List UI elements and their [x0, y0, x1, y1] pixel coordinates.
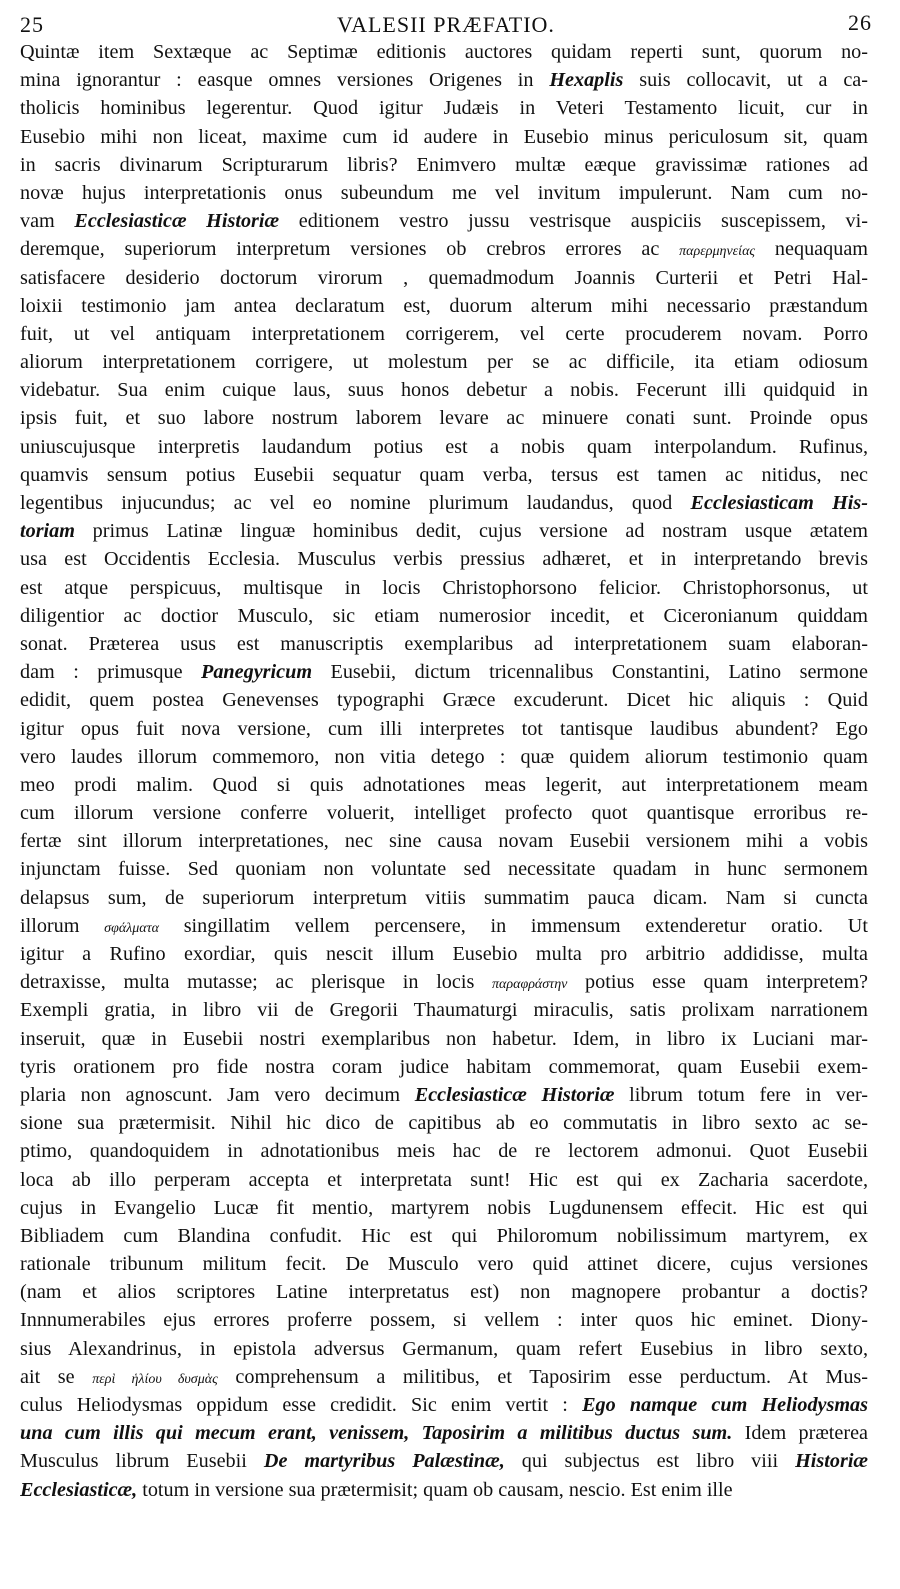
text-segment: ait se [20, 1365, 93, 1388]
text-segment: sius Alexandrinus, in epistola adversus Germanum, quam refert Eusebius in libro sexto, [20, 1337, 868, 1360]
greek-text: παρερμηνείας [679, 244, 756, 260]
text-line [20, 517, 868, 545]
text-line [20, 658, 868, 686]
text-line [20, 1391, 868, 1419]
text-line [20, 433, 868, 461]
text-segment: in sacris divinarum Scripturarum libris? Enimvero multæ eæque gravissimæ rationes ad [20, 153, 868, 176]
text-line [20, 264, 868, 292]
italic-text: una cum illis qui mecum erant, venissem, Taposirim a militibus ductus sum. [20, 1422, 733, 1445]
text-segment: deremque, superiorum interpretum versiones ob crebros errores ac [20, 238, 680, 261]
text-segment: Exempli gratia, in libro vii de Gregorii Thaumaturgi miraculis, satis prolixam narrationem [20, 999, 868, 1022]
text-segment: vero laudes illorum commemoro, non vitia detego : quæ quidem aliorum testimonio quam [20, 745, 868, 768]
text-line [20, 1025, 868, 1053]
text-segment: Idem præterea [732, 1422, 868, 1445]
text-segment: suis collocavit, ut a ca- [623, 69, 868, 92]
text-segment: Innnumerabiles ejus errores proferre possem, si vellem : inter quos hic eminet. Diony- [20, 1309, 868, 1332]
text-line [20, 855, 868, 883]
text-line [20, 996, 868, 1024]
text-segment: novæ hujus interpretationis onus subeundum me vel invitum impulerunt. Nam cum no- [20, 181, 868, 204]
italic-text: Ecclesiasticæ Historiæ [414, 1083, 615, 1106]
text-line [20, 235, 868, 263]
text-line [20, 1419, 868, 1447]
italic-text: toriam [20, 520, 75, 543]
text-segment: delapsus sum, de superiorum interpretum vitiis summatim pauca dicam. Nam si cuncta [20, 886, 868, 909]
text-line [20, 404, 868, 432]
text-segment: loixii testimonio jam antea declaratum est, duorum alterum mihi necessario præstandum [20, 294, 868, 317]
text-line [20, 1081, 868, 1109]
running-title: VALESII PRÆFATIO. [337, 12, 555, 37]
text-segment: culus Heliodysmas oppidum esse credidit. Sic enim vertit : [20, 1394, 583, 1416]
text-line [20, 1250, 868, 1278]
text-line [20, 1335, 868, 1363]
text-segment: librum totum fere in ver- [614, 1083, 868, 1106]
text-segment: igitur a Rufino exordiar, quis nescit illum Eusebio multa pro arbitrio addidisse, multa [20, 943, 868, 965]
page-number-left: 25 [20, 12, 44, 37]
text-line [20, 376, 868, 404]
text-line [20, 743, 868, 771]
text-segment: Eusebio mihi non liceat, maxime cum id audere in Eusebio minus periculosum sit, quam [20, 125, 868, 148]
text-line [20, 968, 868, 996]
text-segment: loca ab illo perperam accepta et interpretata sunt! Hic est qui ex Zacharia sacerdote, [20, 1168, 868, 1191]
text-segment: Eusebii, dictum tricennalibus Constantini, Latino sermone [312, 661, 868, 684]
text-line [20, 1109, 868, 1137]
greek-text: περὶ ἡλίου δυσμὰς [92, 1371, 218, 1387]
text-segment: illorum [20, 914, 105, 937]
text-segment: est atque perspicuus, multisque in locis Christophorsono felicior. Christophorsonus, ut [20, 576, 868, 599]
text-line [20, 1476, 868, 1504]
text-segment: aliorum interpretationem corrigere, ut molestum per se ac difficile, ita etiam odiosum [20, 351, 868, 374]
text-segment: sonat. Præterea usus est manuscriptis exemplaribus ad interpretationem suam elaboran- [20, 632, 868, 655]
text-line [20, 292, 868, 320]
text-line [20, 912, 868, 940]
text-line [20, 1194, 868, 1222]
text-segment: cujus in Evangelio Lucæ fit mentio, martyrem nobis Lugdunensem effecit. Hic est qui [20, 1196, 868, 1219]
text-segment: Bibliadem cum Blandina confudit. Hic est qui Philoromum nobilissimum martyrem, ex [20, 1224, 868, 1247]
text-segment: nequaquam [755, 238, 868, 261]
text-line [20, 320, 868, 348]
text-line [20, 1137, 868, 1165]
text-segment: rationale tribunum militum fecit. De Musculo vero quid attinet dicere, cujus versiones [20, 1253, 868, 1276]
text-segment: edidit, quem postea Genevenses typographi Græce excuderunt. Dicet hic aliquis : Quid [20, 689, 868, 712]
text-segment: totum in versione sua prætermisit; quam ob causam, nescio. Est enim ille [137, 1478, 733, 1501]
text-line [20, 489, 868, 517]
greek-text: παραφράστην [492, 977, 568, 993]
text-segment: singillatim vellem percensere, in immensum extenderetur oratio. Ut [158, 914, 868, 937]
text-segment: videbatur. Sua enim cuique laus, suus honos debetur a nobis. Fecerunt illi quidquid in [20, 379, 868, 402]
text-segment: ptimo, quandoquidem in adnotationibus meis hac de re lectorem admonui. Quot Eusebii [20, 1140, 868, 1163]
text-segment: vam [20, 210, 75, 233]
text-segment: meo prodi malim. Quod si quis adnotationes meas legerit, aut interpretationem meam [20, 773, 868, 796]
text-segment: fuit, ut vel antiquam interpretationem corrigerem, vel certe procuderem novam. Porro [20, 322, 868, 345]
page-number-right: 26 [848, 10, 872, 35]
text-line [20, 715, 868, 743]
text-line [20, 38, 868, 66]
text-segment: usa est Occidentis Ecclesia. Musculus verbis pressius adhæret, et in interpretando brevis [20, 548, 868, 571]
text-segment: qui subjectus est libro viii [504, 1450, 796, 1473]
text-segment: Musculus librum Eusebii [20, 1450, 264, 1473]
italic-text: De martyribus Palæstinæ, [263, 1450, 505, 1473]
text-line [20, 179, 868, 207]
text-segment: detraxisse, multa mutasse; ac plerisque in locis [20, 971, 493, 994]
text-line [20, 574, 868, 602]
text-segment: dam : primusque [20, 661, 201, 684]
text-segment: (nam et alios scriptores Latine interpretatus est) non magnopere probantur a doctis? [20, 1281, 868, 1304]
text-segment: potius esse quam interpretem? [567, 971, 868, 994]
italic-text: Historiæ [795, 1450, 868, 1473]
running-header [20, 4, 872, 40]
text-segment: editionem vestro jussu vestrisque auspiciis suscepissem, vi- [279, 210, 868, 233]
text-line [20, 1447, 868, 1475]
text-line [20, 799, 868, 827]
text-line [20, 1278, 868, 1306]
text-line [20, 207, 868, 235]
text-line [20, 884, 868, 912]
italic-text: Ecclesiasticæ, [20, 1478, 138, 1501]
greek-text: σφάλματα [104, 920, 159, 936]
text-line [20, 1053, 868, 1081]
text-segment: satisfacere desiderio doctorum virorum , quemadmodum Joannis Curterii et Petri Hal- [20, 266, 868, 289]
italic-text: Ego namque cum Heliodysmas [582, 1394, 868, 1416]
text-segment: plaria non agnoscunt. Jam vero decimum [20, 1083, 415, 1106]
text-segment: sione sua prætermisit. Nihil hic dico de capitibus ab eo commutatis in libro sexto ac se- [20, 1112, 868, 1135]
text-segment: mina ignorantur : easque omnes versiones Origenes in [20, 69, 550, 92]
italic-text: Ecclesiasticæ Historiæ [74, 210, 280, 233]
text-segment: diligentior ac doctior Musculo, sic etiam numerosior incedit, et Ciceronianum quiddam [20, 604, 868, 627]
italic-text: Hexaplis [549, 69, 624, 92]
text-line [20, 348, 868, 376]
text-segment: cum illorum versione conferre voluerit, intelliget profecto quot quantisque erroribus re- [20, 802, 868, 825]
text-line [20, 602, 868, 630]
text-segment: igitur opus fuit nova versione, cum illi interpretes tot tantisque laudibus abundent? Ego [20, 717, 868, 740]
text-segment: fertæ sint illorum interpretationes, nec sine causa novam Eusebii versionem mihi a vobis [20, 830, 868, 853]
text-segment: legentibus injucundus; ac vel eo nomine plurimum laudandus, quod [20, 492, 691, 514]
italic-text: Panegyricum [201, 661, 313, 684]
text-segment: uniuscujusque interpretis laudandum potius est a nobis quam interpolandum. Rufinus, [20, 435, 868, 458]
text-line [20, 151, 868, 179]
text-segment: primus Latinæ linguæ hominibus dedit, cujus versione ad nostram usque ætatem [74, 520, 868, 543]
text-line [20, 461, 868, 489]
text-segment: ipsis fuit, et suo labore nostrum laborem levare ac minuere conati sunt. Proinde opus [20, 407, 868, 430]
text-line [20, 66, 868, 94]
text-segment: Quintæ item Sextæque ac Septimæ editionis auctores quidam reperti sunt, quorum no- [20, 41, 868, 63]
text-line [20, 1306, 868, 1334]
text-line [20, 827, 868, 855]
text-segment: quamvis sensum potius Eusebii sequatur quam verba, tersus est tamen ac nitidus, nec [20, 463, 868, 486]
text-line [20, 545, 868, 573]
text-line [20, 940, 868, 968]
body-text [20, 38, 868, 1504]
text-line [20, 1363, 868, 1391]
text-segment: tholicis hominibus legerentur. Quod igitur Judæis in Veteri Testamento licuit, cur in [20, 97, 868, 120]
text-line [20, 1166, 868, 1194]
text-segment: injunctam fuisse. Sed quoniam non voluntate sed necessitate quadam in hunc sermonem [20, 858, 868, 881]
text-line [20, 94, 868, 122]
text-line [20, 123, 868, 151]
text-line [20, 630, 868, 658]
text-segment: inseruit, quæ in Eusebii nostri exemplaribus non habetur. Idem, in libro ix Luciani mar- [20, 1027, 868, 1050]
text-line [20, 686, 868, 714]
text-segment: tyris orationem pro fide nostra coram judice habitam commemorat, quam Eusebii exem- [20, 1055, 868, 1078]
italic-text: Ecclesiasticam His- [690, 492, 868, 514]
text-line [20, 1222, 868, 1250]
text-segment: comprehensum a militibus, et Taposirim esse perductum. At Mus- [217, 1365, 868, 1388]
text-line [20, 771, 868, 799]
